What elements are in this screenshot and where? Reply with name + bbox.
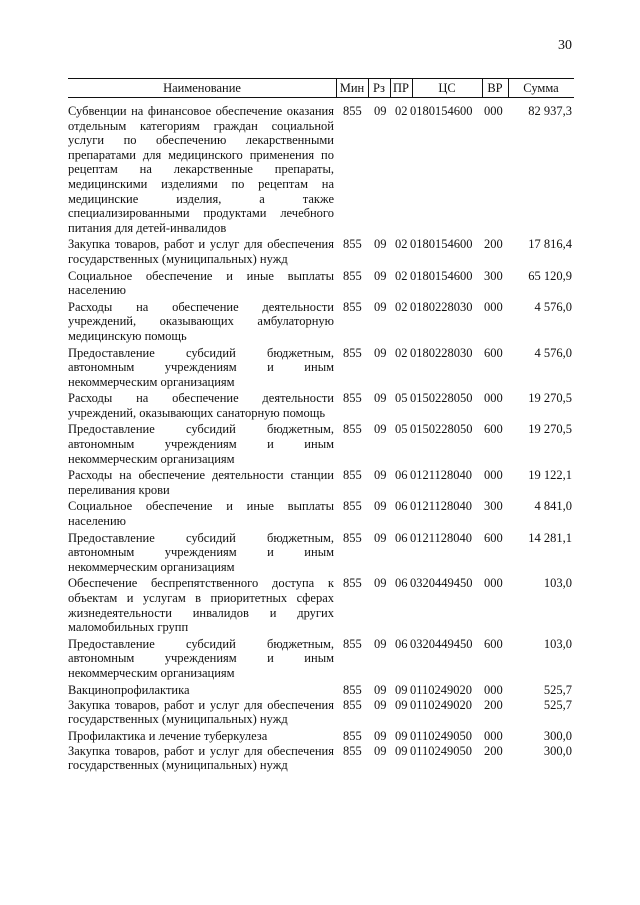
row-name: Предоставление субсидий бюджетным, автономным учреждениям и иным некоммерческим организациям xyxy=(68,422,334,466)
row-sum: 14 281,1 xyxy=(528,530,572,545)
header-bottom-rule xyxy=(68,97,574,98)
row-pr: 09 xyxy=(395,728,408,743)
row-pr: 09 xyxy=(395,682,408,697)
row-pr: 06 xyxy=(395,468,408,483)
row-vr: 000 xyxy=(484,104,503,118)
row-name: Предоставление субсидий бюджетным, автономным учреждениям и иным некоммерческим организациям xyxy=(68,345,334,389)
row-min: 855 xyxy=(343,728,362,743)
row-pr: 02 xyxy=(395,104,408,118)
row-cs: 0121128040 xyxy=(410,530,473,545)
row-vr: 200 xyxy=(484,237,503,252)
row-sum: 4 576,0 xyxy=(534,345,572,360)
table-body xyxy=(68,104,574,773)
row-cs: 0110249020 xyxy=(410,682,473,697)
row-vr: 000 xyxy=(484,468,503,483)
table-row xyxy=(68,698,574,727)
row-cs: 0150228050 xyxy=(410,422,473,437)
row-pr: 02 xyxy=(395,345,408,360)
row-cs: 0180154600 xyxy=(410,268,473,283)
row-name: Социальное обеспечение и иные выплаты населению xyxy=(68,268,334,298)
row-rz: 09 xyxy=(374,422,387,437)
row-min: 855 xyxy=(343,468,362,483)
row-min: 855 xyxy=(343,636,362,651)
column-header-pr: ПР xyxy=(393,81,409,95)
row-pr: 06 xyxy=(395,636,408,651)
table-row xyxy=(68,300,574,344)
row-pr: 02 xyxy=(395,237,408,252)
row-rz: 09 xyxy=(374,345,387,360)
row-name: Расходы на обеспечение деятельности учреждений, оказывающих санаторную помощь xyxy=(68,391,334,420)
column-header-cs: ЦС xyxy=(438,81,456,95)
row-vr: 200 xyxy=(484,697,503,712)
table-header xyxy=(68,79,574,97)
row-cs: 0180228030 xyxy=(410,299,473,314)
row-rz: 09 xyxy=(374,104,387,118)
row-sum: 65 120,9 xyxy=(528,268,572,283)
row-min: 855 xyxy=(343,299,362,314)
table-row xyxy=(68,499,574,528)
row-vr: 600 xyxy=(484,636,503,651)
row-cs: 0180154600 xyxy=(410,104,473,118)
row-min: 855 xyxy=(343,682,362,697)
row-sum: 4 576,0 xyxy=(534,299,572,314)
table-row xyxy=(68,269,574,298)
row-cs: 0110249020 xyxy=(410,697,473,712)
row-sum: 19 270,5 xyxy=(528,391,572,406)
table-row xyxy=(68,744,574,773)
row-sum: 525,7 xyxy=(543,682,572,697)
row-cs: 0121128040 xyxy=(410,499,473,514)
row-rz: 09 xyxy=(374,697,387,712)
row-name: Вакцинопрофилактика xyxy=(68,682,190,697)
row-sum: 82 937,3 xyxy=(528,104,572,118)
row-cs: 0180228030 xyxy=(410,345,473,360)
row-name: Социальное обеспечение и иные выплаты населению xyxy=(68,499,334,529)
row-vr: 300 xyxy=(484,268,503,283)
row-name: Субвенции на финансовое обеспечение оказания отдельным категориям граждан социальной услуги по обеспечению лекарственными препаратами для медицинского применения по рецептам на лекарственные препараты, медицинскими изделиями по рецептам на медицинские изделия, а также специализированными продуктами лечебного питания для детей-инвалидов xyxy=(68,104,334,235)
row-rz: 09 xyxy=(374,268,387,283)
row-cs: 0110249050 xyxy=(410,743,473,758)
row-sum: 17 816,4 xyxy=(528,237,572,252)
column-header-vr: ВР xyxy=(487,81,503,95)
row-sum: 300,0 xyxy=(543,743,572,758)
row-min: 855 xyxy=(343,268,362,283)
row-rz: 09 xyxy=(374,576,387,591)
table-row xyxy=(68,468,574,497)
row-cs: 0180154600 xyxy=(410,237,473,252)
row-pr: 06 xyxy=(395,499,408,514)
row-sum: 525,7 xyxy=(543,697,572,712)
row-name: Расходы на обеспечение деятельности станции переливания крови xyxy=(68,468,334,497)
row-vr: 000 xyxy=(484,682,503,697)
column-header-rz: Рз xyxy=(373,81,385,95)
row-sum: 103,0 xyxy=(543,576,572,591)
row-rz: 09 xyxy=(374,237,387,252)
row-name: Закупка товаров, работ и услуг для обеспечения государственных (муниципальных) нужд xyxy=(68,743,334,773)
row-min: 855 xyxy=(343,499,362,514)
row-vr: 000 xyxy=(484,391,503,406)
row-min: 855 xyxy=(343,345,362,360)
row-pr: 02 xyxy=(395,299,408,314)
row-name: Предоставление субсидий бюджетным, автономным учреждениям и иным некоммерческим организациям xyxy=(68,530,334,574)
row-rz: 09 xyxy=(374,468,387,483)
page-number: 30 xyxy=(558,38,572,53)
row-vr: 000 xyxy=(484,728,503,743)
row-cs: 0121128040 xyxy=(410,468,473,483)
row-name: Расходы на обеспечение деятельности учреждений, оказывающих амбулаторную медицинскую помощь xyxy=(68,299,334,343)
row-vr: 600 xyxy=(484,345,503,360)
row-sum: 103,0 xyxy=(543,636,572,651)
row-rz: 09 xyxy=(374,499,387,514)
table-row xyxy=(68,422,574,466)
row-pr: 05 xyxy=(395,422,408,437)
row-rz: 09 xyxy=(374,636,387,651)
table-row xyxy=(68,683,574,698)
row-min: 855 xyxy=(343,391,362,406)
column-header-name: Наименование xyxy=(163,81,241,95)
table-row xyxy=(68,531,574,575)
row-cs: 0320449450 xyxy=(410,636,473,651)
row-sum: 19 122,1 xyxy=(528,468,572,483)
row-vr: 600 xyxy=(484,530,503,545)
row-pr: 02 xyxy=(395,268,408,283)
row-min: 855 xyxy=(343,104,362,118)
row-vr: 000 xyxy=(484,299,503,314)
row-rz: 09 xyxy=(374,299,387,314)
row-min: 855 xyxy=(343,422,362,437)
row-vr: 600 xyxy=(484,422,503,437)
table-row xyxy=(68,391,574,420)
row-name: Закупка товаров, работ и услуг для обеспечения государственных (муниципальных) нужд xyxy=(68,237,334,266)
row-sum: 19 270,5 xyxy=(528,422,572,437)
row-rz: 09 xyxy=(374,743,387,758)
row-min: 855 xyxy=(343,530,362,545)
table-row xyxy=(68,729,574,744)
row-rz: 09 xyxy=(374,728,387,743)
table-row xyxy=(68,346,574,390)
row-pr: 06 xyxy=(395,530,408,545)
row-min: 855 xyxy=(343,576,362,591)
row-name: Предоставление субсидий бюджетным, автономным учреждениям и иным некоммерческим организациям xyxy=(68,636,334,680)
row-min: 855 xyxy=(343,697,362,712)
column-header-min: Мин xyxy=(339,81,365,95)
row-min: 855 xyxy=(343,237,362,252)
table-row xyxy=(68,237,574,266)
row-rz: 09 xyxy=(374,682,387,697)
row-sum: 300,0 xyxy=(543,728,572,743)
row-cs: 0110249050 xyxy=(410,728,473,743)
row-min: 855 xyxy=(343,743,362,758)
row-name: Обеспечение беспрепятственного доступа к объектам и услугам в приоритетных сферах жизнедеятельности инвалидов и других маломобильных групп xyxy=(68,576,334,635)
table-row xyxy=(68,104,574,235)
row-rz: 09 xyxy=(374,530,387,545)
column-header-sum: Сумма xyxy=(523,81,559,95)
table-row xyxy=(68,576,574,634)
row-name: Профилактика и лечение туберкулеза xyxy=(68,728,268,743)
row-pr: 06 xyxy=(395,576,408,591)
row-rz: 09 xyxy=(374,391,387,406)
row-cs: 0320449450 xyxy=(410,576,473,591)
row-pr: 09 xyxy=(395,697,408,712)
row-pr: 05 xyxy=(395,391,408,406)
row-vr: 300 xyxy=(484,499,503,514)
row-pr: 09 xyxy=(395,743,408,758)
row-name: Закупка товаров, работ и услуг для обеспечения государственных (муниципальных) нужд xyxy=(68,697,334,727)
row-vr: 000 xyxy=(484,576,503,591)
table-row xyxy=(68,637,574,681)
row-vr: 200 xyxy=(484,743,503,758)
row-cs: 0150228050 xyxy=(410,391,473,406)
row-sum: 4 841,0 xyxy=(534,499,572,514)
